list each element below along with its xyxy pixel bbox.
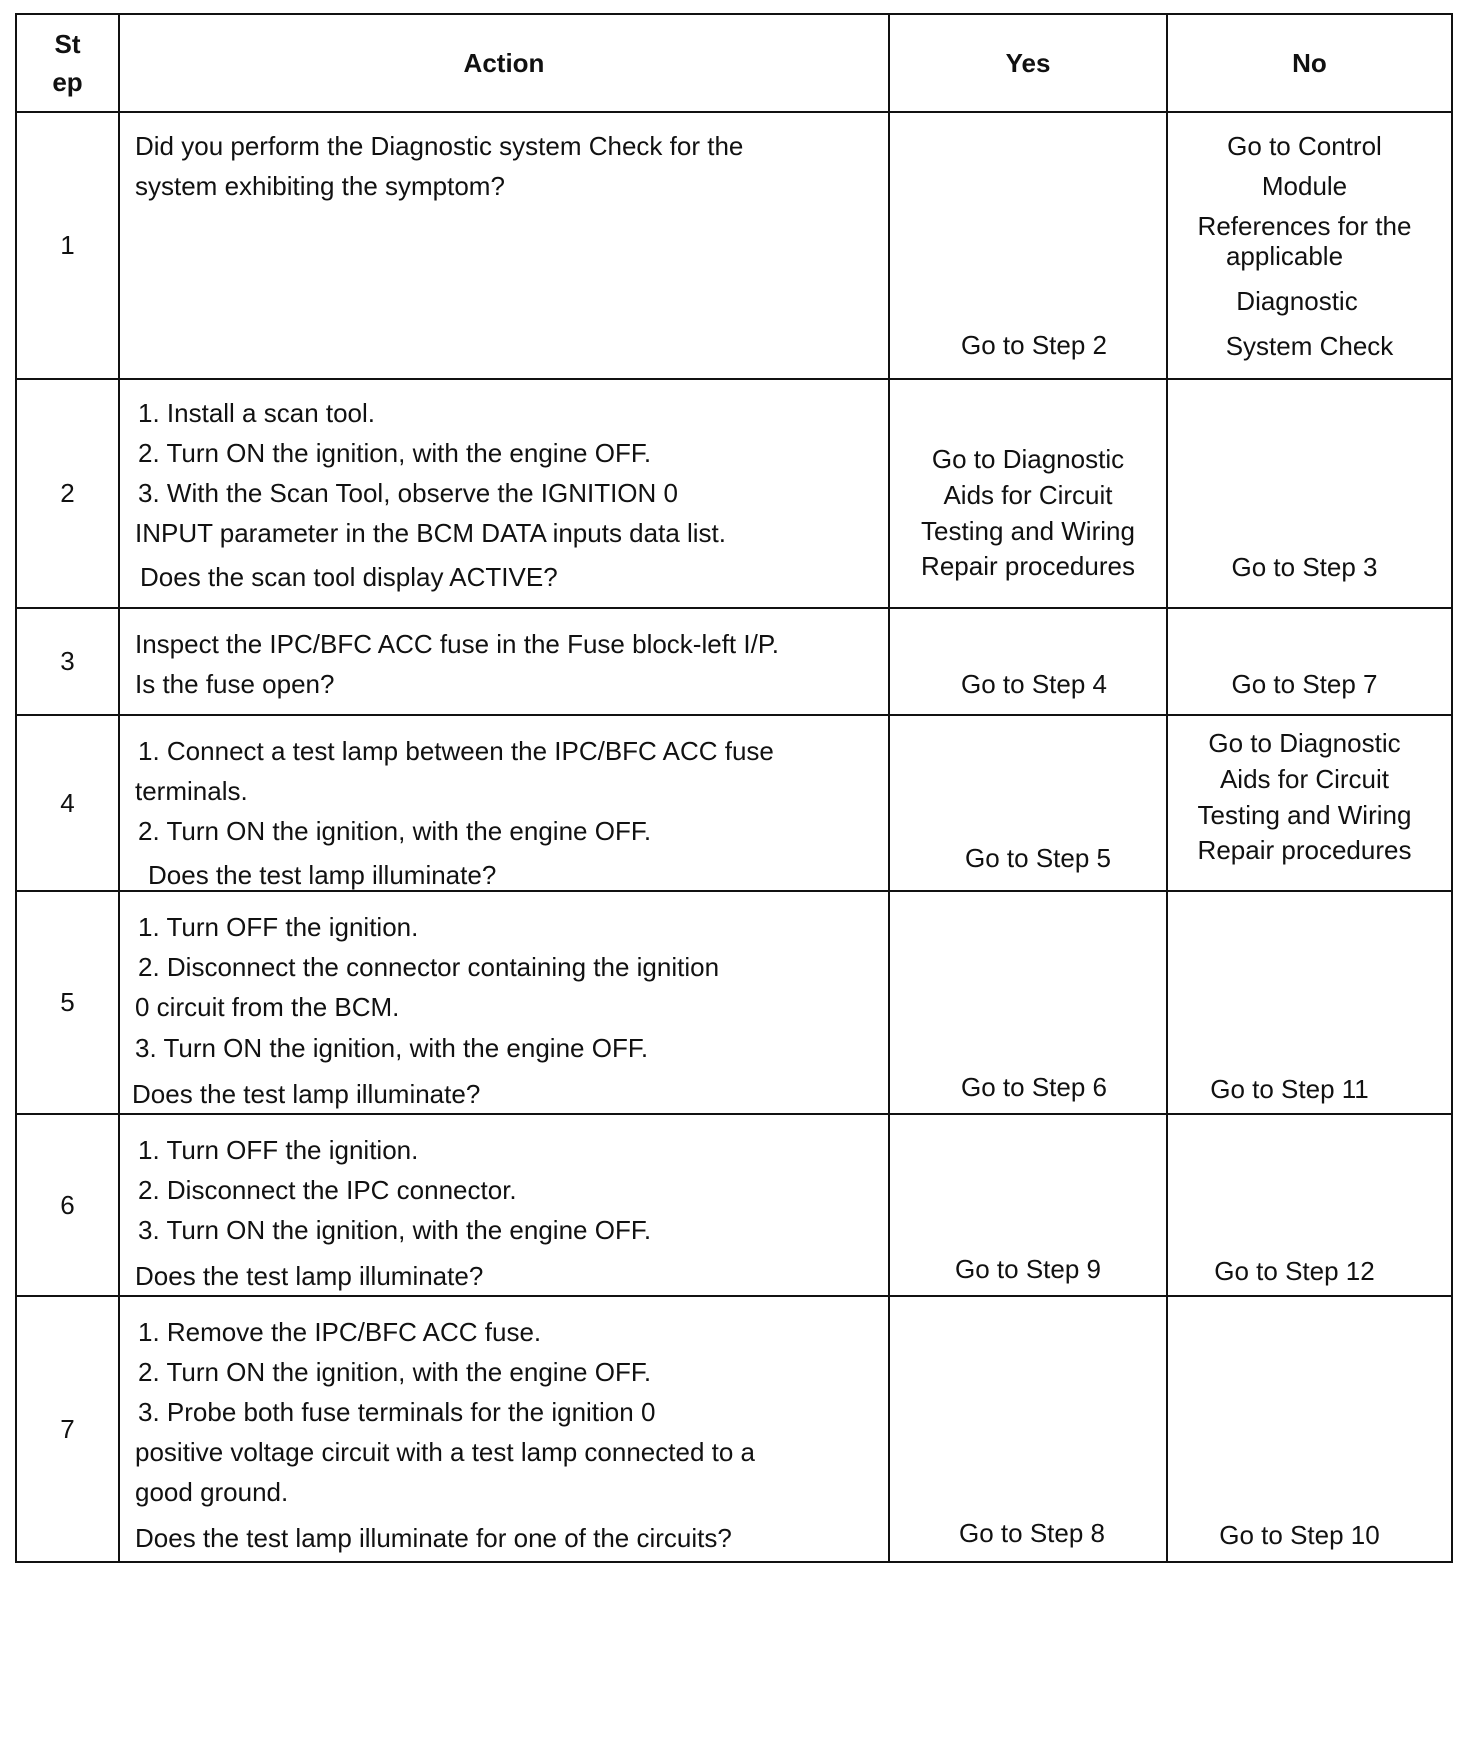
yes-text: Go to Step 6 [961, 1072, 1107, 1102]
action-line: good ground. [135, 1477, 289, 1507]
no-cell [1167, 891, 1452, 1114]
no-cell [1167, 379, 1452, 608]
step-number: 6 [16, 1114, 119, 1296]
action-line: Does the test lamp illuminate? [148, 860, 497, 890]
yes-text: Go to Step 8 [959, 1518, 1105, 1548]
action-line: 0 circuit from the BCM. [135, 992, 400, 1022]
action-line: 3. With the Scan Tool, observe the IGNITION 0 [138, 478, 678, 508]
step-number: 3 [16, 608, 119, 715]
header-step-line1: St [54, 29, 81, 59]
no-cell [1167, 1114, 1452, 1296]
no-text: Go to Step 3 [1231, 552, 1378, 582]
header-no: No [1167, 14, 1452, 112]
yes-text: Aids for Circuit [943, 480, 1113, 510]
step-number: 7 [16, 1296, 119, 1562]
diagnostic-table [15, 13, 1453, 1563]
no-cell [1167, 112, 1452, 379]
yes-cell [889, 379, 1167, 608]
table-row [16, 891, 1452, 1114]
action-cell [119, 112, 889, 379]
table-row [16, 112, 1452, 379]
action-line: 1. Turn OFF the ignition. [138, 1135, 419, 1165]
yes-cell [889, 1296, 1167, 1562]
no-text: Go to Diagnostic [1208, 728, 1401, 758]
yes-text: Repair procedures [921, 551, 1135, 581]
action-line: 1. Remove the IPC/BFC ACC fuse. [138, 1317, 542, 1347]
no-text: Go to Step 10 [1219, 1520, 1380, 1550]
action-line: 2. Disconnect the connector containing the ignition [138, 952, 720, 982]
action-line: INPUT parameter in the BCM DATA inputs data list. [135, 518, 727, 548]
action-cell [119, 1114, 889, 1296]
no-text: System Check [1225, 331, 1394, 361]
no-cell [1167, 1296, 1452, 1562]
no-cell [1167, 715, 1452, 891]
header-row [16, 14, 1452, 112]
yes-cell [889, 891, 1167, 1114]
action-line: 1. Turn OFF the ignition. [138, 912, 419, 942]
action-line: 3. Probe both fuse terminals for the ignition 0 [138, 1397, 656, 1427]
action-line: 3. Turn ON the ignition, with the engine OFF. [138, 1215, 652, 1245]
step-number: 2 [16, 379, 119, 608]
no-text: Diagnostic [1236, 286, 1358, 316]
table-row [16, 379, 1452, 608]
action-line: Is the fuse open? [135, 669, 335, 699]
yes-text: Go to Diagnostic [931, 444, 1125, 474]
action-line: Does the test lamp illuminate? [135, 1261, 484, 1291]
yes-text: Go to Step 5 [965, 843, 1111, 873]
step-number: 5 [16, 891, 119, 1114]
no-text: Aids for Circuit [1219, 764, 1390, 794]
header-yes: Yes [889, 14, 1167, 112]
table-row [16, 1296, 1452, 1562]
yes-text: Go to Step 9 [955, 1254, 1101, 1284]
action-line: 3. Turn ON the ignition, with the engine OFF. [135, 1033, 649, 1063]
action-cell [119, 715, 889, 891]
action-line: terminals. [135, 776, 248, 806]
action-line: 2. Turn ON the ignition, with the engine OFF. [138, 816, 652, 846]
action-cell [119, 1296, 889, 1562]
no-text: Testing and Wiring [1197, 800, 1412, 830]
action-line: 1. Connect a test lamp between the IPC/BFC ACC fuse [138, 736, 774, 766]
no-text: Go to Step 12 [1214, 1256, 1375, 1286]
no-text: Go to Step 7 [1231, 669, 1378, 699]
step-number: 1 [16, 112, 119, 379]
header-action: Action [119, 14, 889, 112]
action-line: system exhibiting the symptom? [135, 171, 505, 201]
yes-text: Testing and Wiring [921, 516, 1135, 546]
header-step-line2: ep [52, 67, 83, 97]
action-line: positive voltage circuit with a test lamp connected to a [135, 1437, 755, 1467]
action-cell [119, 608, 889, 715]
no-text: Go to Control [1227, 131, 1382, 161]
header-step [16, 14, 119, 112]
action-line: Does the scan tool display ACTIVE? [140, 562, 558, 592]
yes-cell [889, 1114, 1167, 1296]
no-text: Module [1261, 171, 1348, 201]
table-row [16, 608, 1452, 715]
yes-text: Go to Step 4 [961, 669, 1107, 699]
no-text: Repair procedures [1197, 835, 1412, 865]
table-row [16, 1114, 1452, 1296]
table-row [16, 715, 1452, 891]
action-line: 2. Disconnect the IPC connector. [138, 1175, 517, 1205]
step-number: 4 [16, 715, 119, 891]
no-text: References for the [1197, 211, 1412, 241]
action-line: 2. Turn ON the ignition, with the engine OFF. [138, 438, 652, 468]
action-cell [119, 379, 889, 608]
yes-cell [889, 608, 1167, 715]
action-line: 1. Install a scan tool. [138, 398, 376, 428]
action-line: Does the test lamp illuminate? [132, 1079, 481, 1109]
action-line: Did you perform the Diagnostic system Check for the [135, 131, 744, 161]
no-cell [1167, 608, 1452, 715]
yes-text: Go to Step 2 [961, 330, 1107, 360]
action-line: Does the test lamp illuminate for one of the circuits? [135, 1523, 732, 1553]
no-text: applicable [1225, 241, 1344, 271]
yes-cell [889, 715, 1167, 891]
action-line: Inspect the IPC/BFC ACC fuse in the Fuse block-left I/P. [135, 629, 780, 659]
yes-cell [889, 112, 1167, 379]
action-line: 2. Turn ON the ignition, with the engine OFF. [138, 1357, 652, 1387]
action-cell [119, 891, 889, 1114]
no-text: Go to Step 11 [1210, 1074, 1369, 1104]
